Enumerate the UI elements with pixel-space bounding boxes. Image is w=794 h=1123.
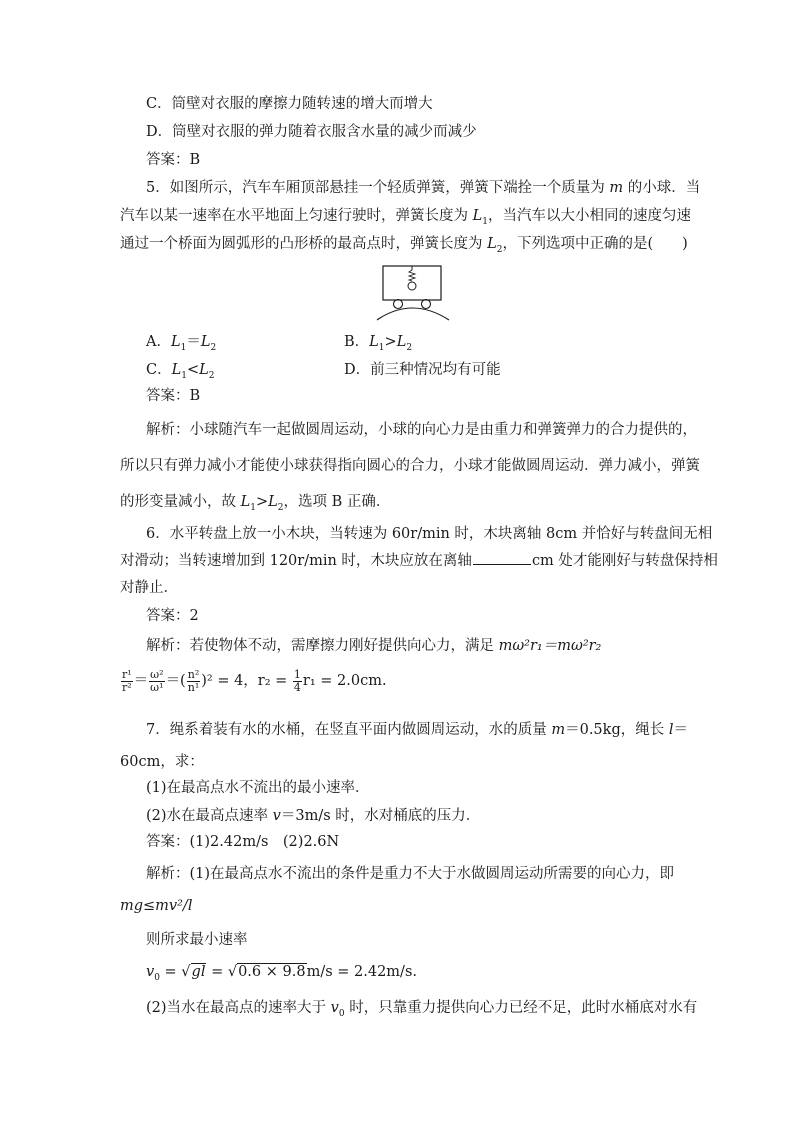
- q5-answer: 答案：B: [146, 388, 201, 404]
- answer-4: 答案：B: [146, 152, 201, 168]
- q6-explanation-1: 解析：若使物体不动，需摩擦力刚好提供向心力，满足 mω²r₁＝mω²r₂: [146, 638, 602, 654]
- q7-answer: 答案：(1)2.42m/s (2)2.6N: [146, 834, 340, 850]
- q7-line-1: 7．绳系着装有水的水桶，在竖直平面内做圆周运动，水的质量 m＝0.5kg，绳长 l＝: [146, 722, 688, 738]
- option-c: C．筒壁对衣服的摩擦力随转速的增大而增大: [146, 96, 433, 112]
- q5-option-b: B．$L_1>L_2$: [344, 334, 413, 353]
- q7-explanation-2: mg≤mv²/l: [120, 898, 193, 914]
- q7-part-2: (2)水在最高点速率 v＝3m/s 时，水对桶底的压力．: [146, 808, 481, 824]
- q5-option-d: D．前三种情况均有可能: [344, 362, 501, 378]
- q7-part-1: (1)在最高点水不流出的最小速率．: [146, 780, 370, 796]
- fraction: $\frac{\text{r¹}}{\text{r²}}$: [122, 667, 132, 694]
- q5-line-1: 5．如图所示，汽车车厢顶部悬挂一个轻质弹簧，弹簧下端拴一个质量为 m 的小球．当: [146, 180, 701, 196]
- q5-line-3: 通过一个桥面为圆弧形的凸形桥的最高点时，弹簧长度为 $L_2$，下列选项中正确的是( ): [120, 236, 688, 255]
- q7-explanation-5: (2)当水在最高点的速率大于 $v_0$ 时，只靠重力提供向心力已经不足，此时水桶底对水有: [146, 1000, 698, 1019]
- q7-equation: $v_0 = √gl = √0.6 \times 9.8m/s = 2.42m/s$.: [146, 964, 417, 983]
- q7-line-2: 60cm，求：: [120, 754, 204, 770]
- fraction: $\frac{1}{4}$: [293, 667, 301, 694]
- q5-option-c: C．$L_1<L_2$: [146, 362, 215, 381]
- option-d: D．筒壁对衣服的弹力随着衣服含水量的减少而减少: [146, 124, 477, 140]
- q5-line-2: 汽车以某一速率在水平地面上匀速行驶时，弹簧长度为 $L_1$，当汽车以大小相同的速度匀速: [120, 208, 691, 227]
- q6-line-1: 6．水平转盘上放一小木块，当转速为 60r/min 时，木块离轴 8cm 并恰好与转盘间无相: [146, 526, 713, 542]
- fraction: $\frac{\text{n²}}{\text{n¹}}$: [187, 667, 200, 694]
- q7-explanation-1: 解析：(1)在最高点水不流出的条件是重力不大于水做圆周运动所需要的向心力，即: [146, 866, 675, 882]
- q5-explanation-2: 所以只有弹力减小才能使小球获得指向圆心的合力，小球才能做圆周运动．弹力减小，弹簧: [120, 458, 700, 474]
- q6-answer: 答案：2: [146, 608, 199, 624]
- q6-equation: $\frac{\text{r¹}}{\text{r²}}$ ＝ $\frac{\text{ω²}}{\text{ω¹}}$ ＝( $\frac{\text{n²}}{\text{n¹}}$ )² = 4，r₂ = $\frac{1}{4}$ r₁ = 2.0cm.: [122, 667, 387, 694]
- q7-explanation-3: 则所求最小速率: [146, 932, 248, 948]
- q5-explanation-1: 解析：小球随汽车一起做圆周运动，小球的向心力是由重力和弹簧弹力的合力提供的，: [146, 422, 697, 438]
- answer-blank[interactable]: [473, 550, 531, 565]
- q6-line-3: 对静止．: [120, 580, 178, 596]
- fraction: $\frac{\text{ω²}}{\text{ω¹}}$: [150, 667, 164, 694]
- car-spring-diagram: [375, 262, 455, 322]
- q6-line-2: 对滑动；当转速增加到 120r/min 时，木块应放在离轴 cm 处才能刚好与转盘保持相: [120, 550, 718, 571]
- q5-explanation-3: 的形变量减小，故 $L_1>L_2$，选项 B 正确．: [120, 494, 391, 513]
- q5-option-a: A．$L_1=L_2$: [146, 334, 217, 353]
